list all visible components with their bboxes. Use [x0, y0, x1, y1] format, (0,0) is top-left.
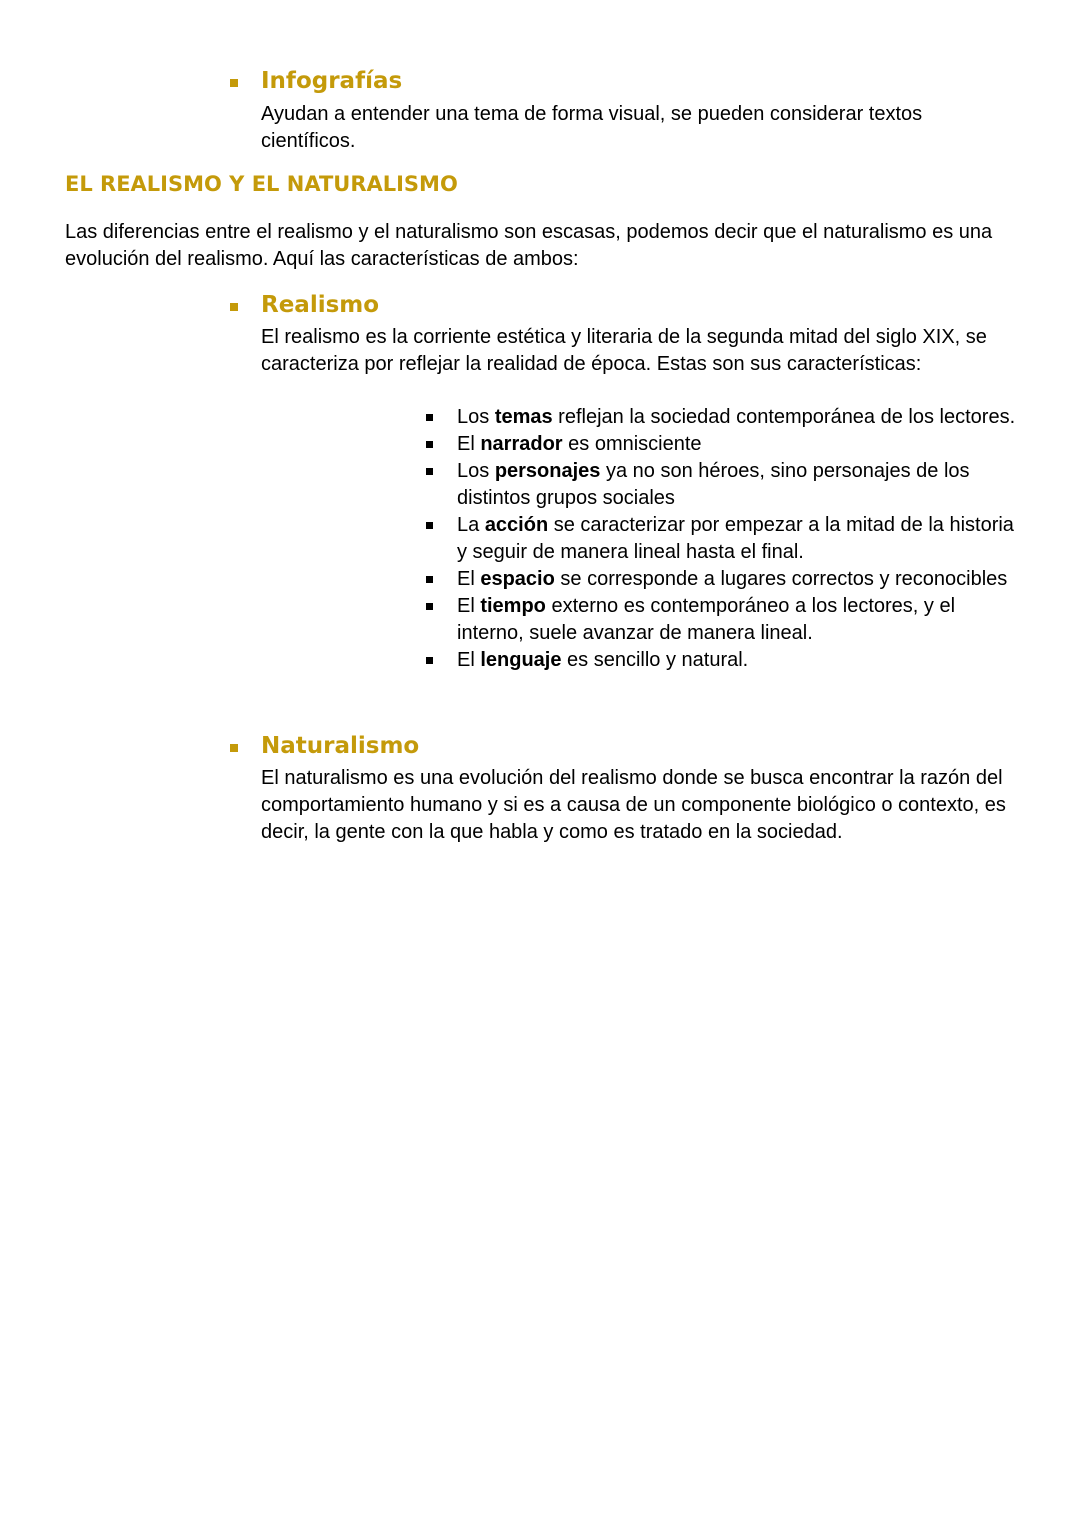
section-intro: Las diferencias entre el realismo y el naturalismo son escasas, podemos decir que el naturalismo es una evolución del realismo. Aquí las características de ambos:	[65, 221, 993, 270]
realismo-characteristics-list	[420, 404, 1020, 674]
section-heading: EL REALISMO Y EL NATURALISMO	[65, 172, 458, 196]
square-bullet-icon	[426, 414, 433, 421]
naturalismo-text: El naturalismo es una evolución del realismo donde se busca encontrar la razón del comportamiento humano y si es a causa de un componente biológico o contexto, es decir, la gente con la que habla y como es tratado en la sociedad.	[261, 767, 1006, 843]
square-bullet-icon	[230, 303, 238, 311]
list-item: La acción se caracterizar por empezar a la mitad de la historia y seguir de manera lineal hasta el final.	[420, 512, 1020, 566]
square-bullet-icon	[230, 79, 238, 87]
list-item: Los personajes ya no son héroes, sino personajes de los distintos grupos sociales	[420, 458, 1020, 512]
list-item: Los temas reflejan la sociedad contemporánea de los lectores.	[420, 404, 1020, 431]
square-bullet-icon	[426, 441, 433, 448]
list-item: El narrador es omnisciente	[420, 431, 1020, 458]
list-item: El espacio se corresponde a lugares correctos y reconocibles	[420, 566, 1020, 593]
square-bullet-icon	[426, 657, 433, 664]
list-item: El tiempo externo es contemporáneo a los lectores, y el interno, suele avanzar de manera lineal.	[420, 593, 1020, 647]
square-bullet-icon	[426, 468, 433, 475]
infografias-text: Ayudan a entender una tema de forma visual, se pueden considerar textos científicos.	[261, 103, 923, 152]
square-bullet-icon	[426, 522, 433, 529]
list-item: El lenguaje es sencillo y natural.	[420, 647, 1020, 674]
square-bullet-icon	[426, 576, 433, 583]
realismo-text: El realismo es la corriente estética y literaria de la segunda mitad del siglo XIX, se caracteriza por reflejar la realidad de época. Estas son sus características:	[261, 326, 987, 375]
infografias-title: Infografías	[261, 68, 403, 94]
square-bullet-icon	[426, 603, 433, 610]
square-bullet-icon	[230, 744, 238, 752]
realismo-title: Realismo	[261, 292, 380, 318]
naturalismo-title: Naturalismo	[261, 733, 420, 759]
